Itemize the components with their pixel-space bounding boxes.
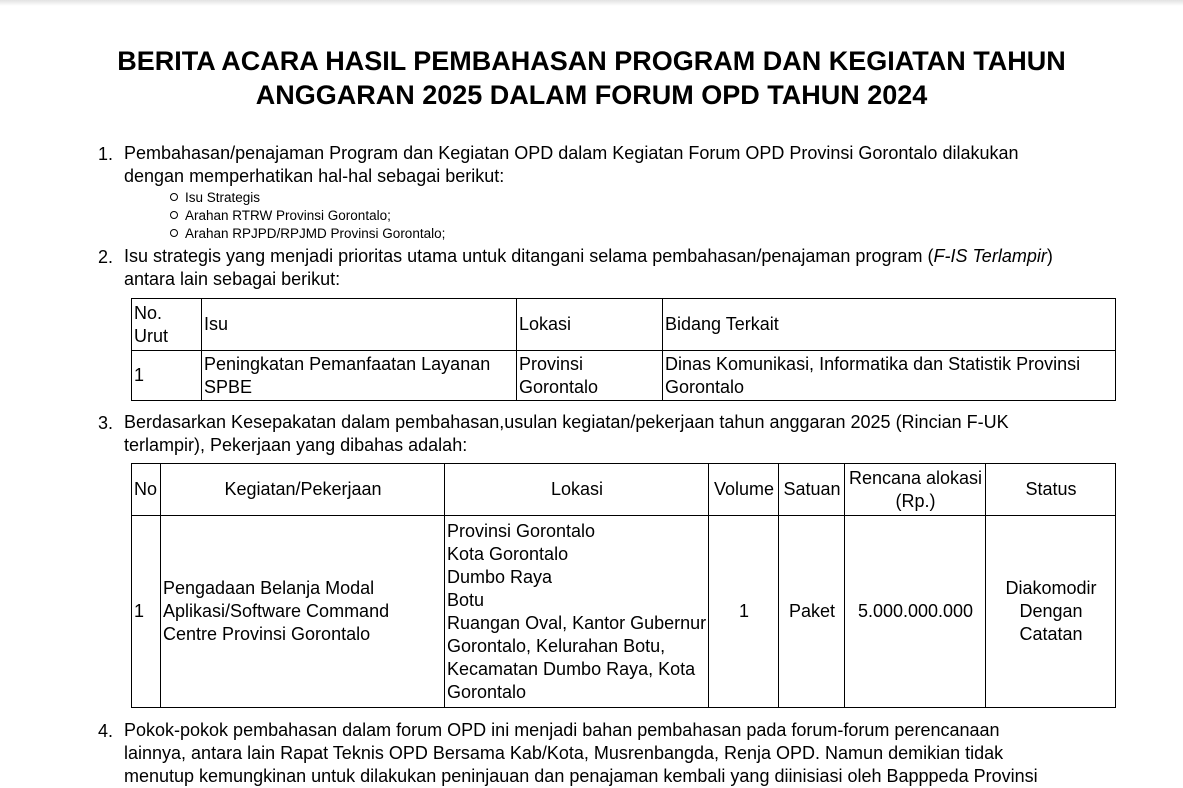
item-1-line-2: dengan memperhatikan hal-hal sebagai berikut:	[124, 166, 505, 186]
table-cell: 1	[132, 351, 202, 401]
item-1-line-1: Pembahasan/penajaman Program dan Kegiatan OPD dalam Kegiatan Forum OPD Provinsi Gorontalo dilakukan	[124, 143, 1019, 163]
bullet-circle-icon	[170, 229, 178, 237]
bullet-item: Isu Strategis	[170, 189, 445, 207]
work-table	[131, 463, 1116, 708]
header-cell: Satuan	[779, 464, 845, 516]
bullet-item: Arahan RPJPD/RPJMD Provinsi Gorontalo;	[170, 225, 445, 243]
item-4-number: 4.	[98, 721, 114, 741]
title-line-1: BERITA ACARA HASIL PEMBAHASAN PROGRAM DAN KEGIATAN TAHUN	[117, 46, 1066, 76]
table-cell: Dinas Komunikasi, Informatika dan Statistik Provinsi Gorontalo	[663, 351, 1116, 401]
table-cell-satuan: Paket	[779, 516, 845, 708]
document-title	[60, 44, 1123, 112]
header-cell: No. Urut	[132, 299, 202, 351]
header-cell: Isu	[202, 299, 517, 351]
header-cell: Status	[986, 464, 1116, 516]
bullet-circle-icon	[170, 193, 178, 201]
lokasi-line: Kota Gorontalo	[447, 543, 569, 564]
item-2-text	[124, 245, 1053, 291]
header-cell: Volume	[709, 464, 779, 516]
lokasi-line: Provinsi Gorontalo	[447, 520, 596, 541]
table-cell-status: Diakomodir Dengan Catatan	[986, 516, 1116, 708]
table-cell: Provinsi Gorontalo	[517, 351, 663, 401]
table-cell-volume: 1	[709, 516, 779, 708]
item-3-number: 3.	[98, 413, 114, 433]
table-row	[132, 516, 1116, 708]
lokasi-line: Botu	[447, 589, 485, 610]
bullet-circle-icon	[170, 211, 178, 219]
item-4-line-2: lainnya, antara lain Rapat Teknis OPD Bersama Kab/Kota, Musrenbangda, Renja OPD. Namun demikian tidak	[124, 743, 1004, 763]
item-1-text	[124, 142, 1019, 188]
page-top-edge	[0, 0, 1183, 6]
table-row	[132, 351, 1116, 401]
bullet-item: Arahan RTRW Provinsi Gorontalo;	[170, 207, 445, 225]
title-line-2: ANGGARAN 2025 DALAM FORUM OPD TAHUN 2024	[255, 80, 928, 110]
table-cell-no: 1	[132, 516, 161, 708]
item-3-line-1: Berdasarkan Kesepakatan dalam pembahasan,usulan kegiatan/pekerjaan tahun anggaran 2025 (Rincian F-UK	[124, 412, 1009, 432]
item-1-number: 1.	[98, 144, 114, 164]
item-4-text	[124, 719, 1038, 788]
item-1-bullet-list	[170, 189, 445, 243]
table-cell-kegiatan: Pengadaan Belanja Modal Aplikasi/Software Command Centre Provinsi Gorontalo	[161, 516, 445, 708]
item-4-line-1: Pokok-pokok pembahasan dalam forum OPD ini menjadi bahan pembahasan pada forum-forum perencanaan	[124, 720, 1000, 740]
table-cell-alokasi: 5.000.000.000	[845, 516, 986, 708]
header-cell: Lokasi	[517, 299, 663, 351]
issues-table-header	[132, 299, 1116, 351]
item-2-line-1: Isu strategis yang menjadi prioritas utama untuk ditangani selama pembahasan/penajaman program (F-IS Terlampir)	[124, 246, 1053, 266]
header-cell: Rencana alokasi (Rp.)	[845, 464, 986, 516]
lokasi-line: Ruangan Oval, Kantor Gubernur Gorontalo, Kelurahan Botu, Kecamatan Dumbo Raya, Kota Gorontalo	[447, 612, 707, 702]
header-cell: Bidang Terkait	[663, 299, 1116, 351]
issues-table	[131, 298, 1116, 401]
work-table-header	[132, 464, 1116, 516]
item-2-line-2: antara lain sebagai berikut:	[124, 269, 341, 289]
header-cell: Kegiatan/Pekerjaan	[161, 464, 445, 516]
table-cell-lokasi	[445, 516, 709, 708]
header-cell: No	[132, 464, 161, 516]
lokasi-line: Dumbo Raya	[447, 566, 553, 587]
header-cell: Lokasi	[445, 464, 709, 516]
item-4-line-3: menutup kemungkinan untuk dilakukan peninjauan dan penajaman kembali yang diinisiasi oleh Bapppeda Provinsi	[124, 766, 1038, 786]
item-2-number: 2.	[98, 247, 114, 267]
item-3-text	[124, 411, 1009, 457]
table-cell: Peningkatan Pemanfaatan Layanan SPBE	[202, 351, 517, 401]
item-3-line-2: terlampir), Pekerjaan yang dibahas adalah:	[124, 435, 468, 455]
